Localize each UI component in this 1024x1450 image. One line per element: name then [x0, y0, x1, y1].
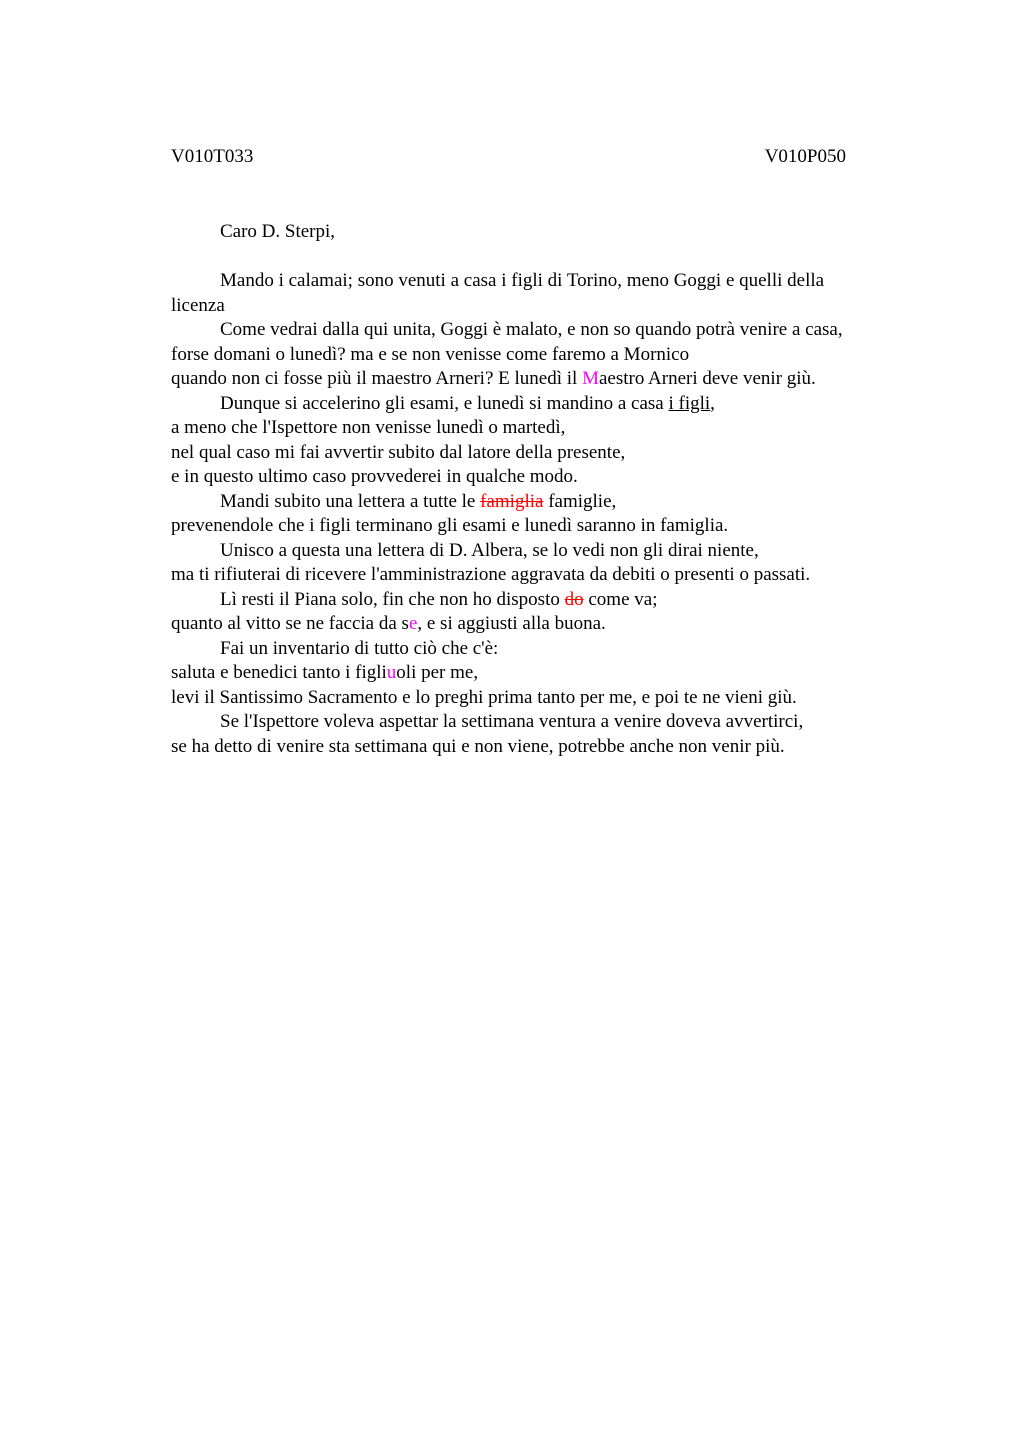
- letter-line: Se l'Ispettore voleva aspettar la settimana ventura a venire doveva avvertirci,: [220, 711, 804, 732]
- letter-line: [171, 392, 911, 417]
- paragraph-gap: [171, 245, 911, 270]
- letter-line: nel qual caso mi fai avvertir subito dal latore della presente,: [171, 441, 626, 463]
- letter-line: a meno che l'Ispettore non venisse lunedì o martedì,: [171, 417, 566, 438]
- letter-line: levi il Santissimo Sacramento e lo preghi prima tanto per me, e poi te ne vieni giù.: [171, 686, 797, 708]
- letter-line: Come vedrai dalla qui unita, Goggi è malato, e non so quando potrà venire a casa,: [220, 319, 843, 340]
- document-header: [171, 146, 846, 172]
- deleted-text: do: [564, 588, 584, 610]
- underlined-text: i figli: [668, 392, 711, 414]
- text-segment: quando non ci fosse più il maestro Arneri? E lunedì il: [171, 368, 583, 389]
- text-segment: Dunque si accelerino gli esami, e lunedì si mandino a casa: [220, 392, 669, 414]
- text-segment: quanto al vitto se ne faccia da s: [171, 613, 409, 634]
- letter-salutation: Caro D. Sterpi,: [220, 221, 336, 242]
- text-segment: saluta e benedici tanto i figli: [171, 662, 387, 683]
- letter-line: prevenendole che i figli terminano gli esami e lunedì saranno in famiglia.: [171, 515, 729, 536]
- letter-line: ma ti rifiuterai di ricevere l'amministrazione aggravata da debiti o presenti o passati.: [171, 564, 811, 585]
- letter-body: [171, 220, 911, 759]
- letter-line: [171, 661, 911, 686]
- text-segment: Mandi subito una lettera a tutte le: [220, 490, 481, 512]
- letter-line: Mando i calamai; sono venuti a casa i figli di Torino, meno Goggi e quelli della: [220, 270, 825, 291]
- letter-line: [171, 367, 911, 392]
- text-segment: famiglie,: [543, 490, 617, 512]
- text-segment: aestro Arneri deve venir giù.: [598, 368, 816, 389]
- letter-line: forse domani o lunedì? ma e se non venisse come faremo a Mornico: [171, 343, 690, 365]
- text-segment: ,: [710, 392, 715, 414]
- text-segment: Lì resti il Piana solo, fin che non ho disposto: [220, 588, 565, 610]
- inserted-text: M: [582, 368, 599, 389]
- letter-line: Fai un inventario di tutto ciò che c'è:: [220, 637, 499, 659]
- letter-line: e in questo ultimo caso provvederei in qualche modo.: [171, 466, 578, 487]
- letter-line: [171, 490, 911, 515]
- text-segment: , e si aggiusti alla buona.: [417, 613, 606, 634]
- deleted-text: famiglia: [480, 490, 544, 512]
- document-code-left: V010T033: [171, 146, 254, 167]
- inserted-text: u: [386, 662, 397, 683]
- text-segment: come va;: [583, 588, 658, 610]
- letter-line: [171, 588, 911, 613]
- text-segment: oli per me,: [396, 662, 479, 683]
- letter-line: licenza: [171, 294, 225, 316]
- page-code-right: V010P050: [764, 146, 846, 167]
- inserted-text: e: [408, 613, 418, 634]
- letter-line: se ha detto di venire sta settimana qui e non viene, potrebbe anche non venir più.: [171, 735, 785, 757]
- letter-line: Unisco a questa una lettera di D. Albera, se lo vedi non gli dirai niente,: [220, 539, 759, 561]
- letter-line: [171, 612, 911, 637]
